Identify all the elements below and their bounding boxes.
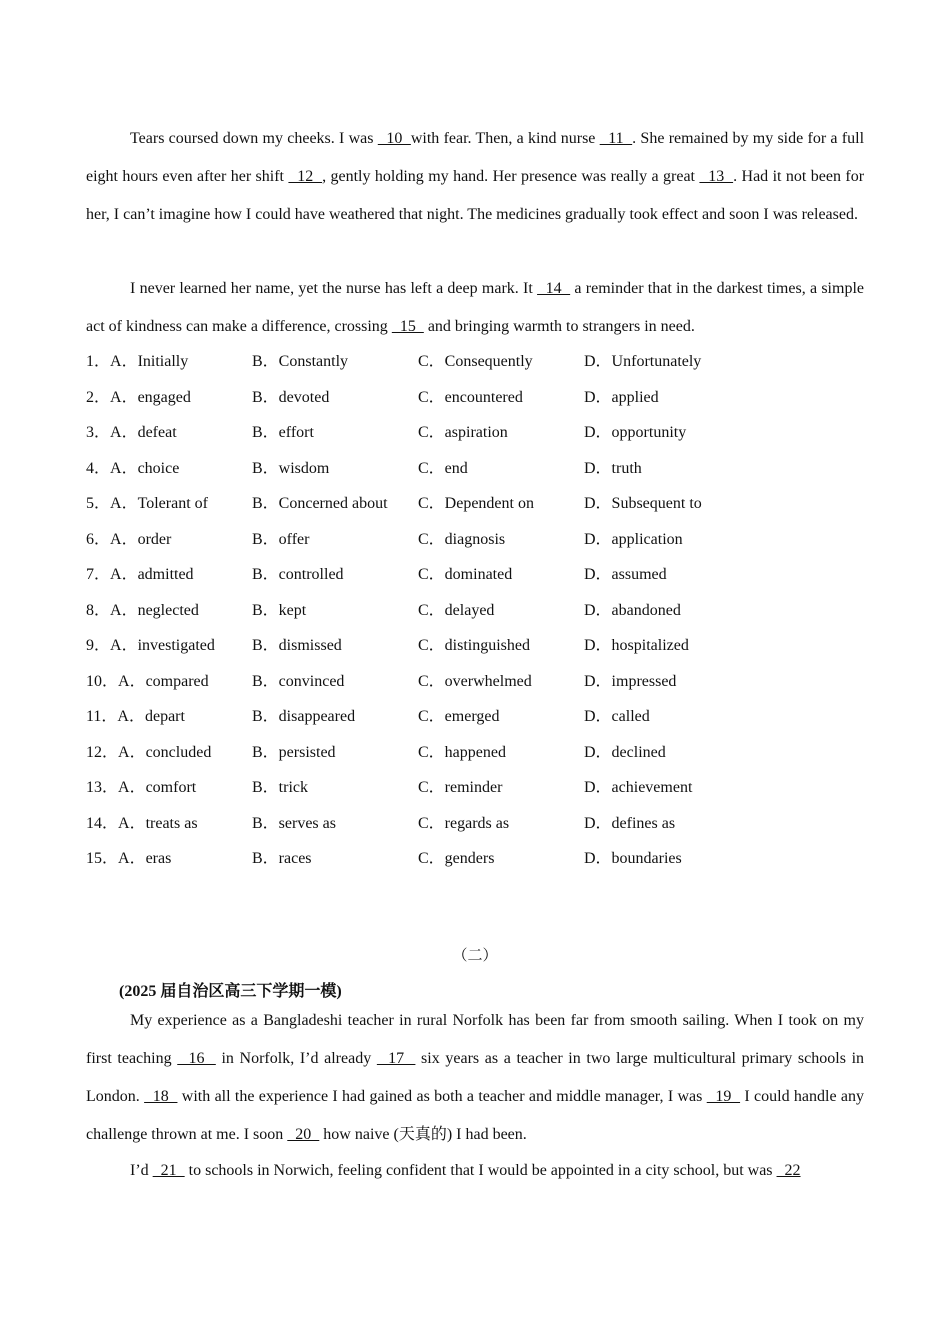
blank-21: 21 (152, 1162, 185, 1179)
option-c: C．encountered (418, 388, 523, 406)
option-b: B．dismissed (252, 637, 342, 654)
option-d: D．assumed (584, 566, 667, 583)
blank-18: 18 (144, 1088, 178, 1105)
option-b: B．controlled (252, 566, 344, 583)
question-row-13: 13．A．comfort B．trick C．reminder D．achievement (86, 776, 864, 800)
option-d: D．truth (584, 459, 642, 477)
question-row-12: 12．A．concluded B．persisted C．happened D．declined (86, 741, 864, 765)
blank-22: 22 (776, 1162, 801, 1179)
option-c: C．regards as (418, 814, 510, 832)
source-label: (2025 届自治区高三下学期一模) (119, 983, 342, 1000)
blank-12: 12 (288, 168, 323, 185)
option-d: D．boundaries (584, 850, 682, 867)
option-c: C．diagnosis (418, 530, 506, 548)
passage1-paragraph-1: Tears coursed down my cheeks. I was 10 with fear. Then, a kind nurse 11 . She remained by my side for a full eight hours even after her shift 12 , gently holding my hand. Her presence was really a great 13 . Had it not been for her, I can’t imagine how I could have weathered that night. The medicines gradually took effect and soon I was released. (86, 130, 865, 223)
option-c: C．Consequently (418, 353, 533, 370)
option-d: D．declined (584, 743, 666, 761)
option-c: C．dominated (418, 566, 513, 583)
option-d: D．defines as (584, 814, 676, 832)
option-b: B．effort (252, 424, 314, 441)
option-b: B．persisted (252, 743, 336, 761)
passage1-paragraph-2: I never learned her name, yet the nurse has left a deep mark. It 14 a reminder that in the darkest times, a simple act of kindness can make a difference, crossing 15 and bringing warmth to strangers in need. (86, 280, 864, 335)
option-d: D．Unfortunately (584, 353, 702, 370)
option-b: B．wisdom (252, 459, 330, 477)
option-c: C．Dependent on (418, 495, 534, 512)
option-b: B．kept (252, 601, 307, 619)
question-row-14: 14．A．treats as B．serves as C．regards as D．defines as (86, 812, 864, 836)
blank-13: 13 (699, 168, 734, 185)
passage2-paragraph-1: My experience as a Bangladeshi teacher in rural Norfolk has been far from smooth sailing. When I took on my first teaching 16 in Norfolk, I’d already 17 six years as a teacher in two large multicultural primary schools in London. 18 with all the experience I had gained as both a teacher and middle manager, I was 19 I could handle any challenge thrown at me. I soon 20 how naive (天真的) I had been. (86, 1012, 865, 1143)
question-row-3: 3．A．defeat B．effort C．aspiration D．opportunity (86, 421, 864, 445)
option-b: B．disappeared (252, 708, 356, 725)
option-b: B．convinced (252, 672, 345, 690)
option-c: C．emerged (418, 708, 500, 725)
option-c: C．happened (418, 743, 506, 761)
question-row-5: 5．A．Tolerant of B．Concerned about C．Dependent on D．Subsequent to (86, 492, 864, 516)
passage2-paragraph-2: I’d 21 to schools in Norwich, feeling confident that I would be appointed in a city school, but was 22 (130, 1162, 801, 1179)
option-d: D．hospitalized (584, 637, 689, 654)
blank-10: 10 (377, 130, 411, 147)
option-c: C．delayed (418, 601, 495, 619)
option-d: D．opportunity (584, 424, 687, 441)
question-row-1: 1．A．Initially B．Constantly C．Consequently D．Unfortunately (86, 350, 864, 374)
option-c: C．overwhelmed (418, 672, 532, 690)
option-c: C．distinguished (418, 637, 531, 654)
blank-20: 20 (287, 1126, 320, 1143)
question-row-4: 4．A．choice B．wisdom C．end D．truth (86, 457, 864, 481)
option-b: B．Constantly (252, 353, 349, 370)
option-d: D．application (584, 530, 683, 548)
option-d: D．abandoned (584, 601, 681, 619)
blank-15: 15 (391, 318, 424, 335)
question-row-9: 9．A．investigated B．dismissed C．distinguished D．hospitalized (86, 634, 864, 658)
option-c: C．genders (418, 850, 495, 867)
question-row-7: 7．A．admitted B．controlled C．dominated D．assumed (86, 563, 864, 587)
option-b: B．offer (252, 530, 310, 548)
option-b: B．races (252, 850, 312, 867)
option-b: B．serves as (252, 814, 336, 832)
option-c: C．reminder (418, 779, 503, 796)
blank-17: 17 (376, 1050, 416, 1067)
blank-19: 19 (706, 1088, 741, 1105)
question-row-11: 11．A．depart B．disappeared C．emerged D．called (86, 705, 864, 729)
option-b: B．trick (252, 779, 308, 796)
option-c: C．aspiration (418, 424, 508, 441)
blank-16: 16 (177, 1050, 216, 1067)
option-d: D．applied (584, 388, 659, 406)
question-row-6: 6．A．order B．offer C．diagnosis D．application (86, 528, 864, 552)
question-row-10: 10．A．compared B．convinced C．overwhelmed D．impressed (86, 670, 864, 694)
section-title: （二） (452, 948, 498, 964)
blank-14: 14 (537, 280, 571, 297)
option-b: B．devoted (252, 388, 330, 406)
option-d: D．impressed (584, 672, 677, 690)
option-d: D．called (584, 708, 650, 725)
option-d: D．achievement (584, 779, 693, 796)
question-row-2: 2．A．engaged B．devoted C．encountered D．applied (86, 386, 864, 410)
blank-11: 11 (599, 130, 633, 147)
question-row-15: 15．A．eras B．races C．genders D．boundaries (86, 847, 864, 871)
option-b: B．Concerned about (252, 495, 388, 512)
option-d: D．Subsequent to (584, 495, 702, 512)
option-c: C．end (418, 459, 468, 477)
question-row-8: 8．A．neglected B．kept C．delayed D．abandoned (86, 599, 864, 623)
